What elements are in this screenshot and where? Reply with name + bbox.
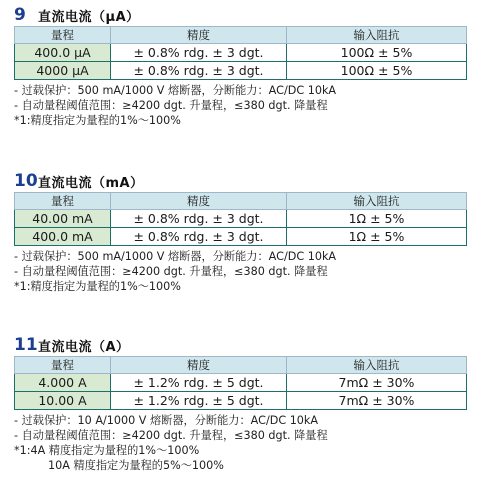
note-line: *1:精度指定为量程的1%～100% (14, 280, 181, 293)
cell-range: 400.0 μA (15, 44, 111, 62)
cell-accuracy: ± 0.8% rdg. ± 3 dgt. (111, 210, 287, 228)
cell-accuracy: ± 1.2% rdg. ± 5 dgt. (111, 374, 287, 392)
cell-range: 400.0 mA (15, 228, 111, 246)
section-heading (14, 334, 466, 356)
cell-impedance: 7mΩ ± 30% (287, 374, 467, 392)
table-row (15, 62, 467, 80)
note-line: - 过载保护：10 A/1000 V 熔断器，分断能力：AC/DC 10kA (14, 414, 319, 427)
note-line: *1:精度指定为量程的1%～100% (14, 114, 181, 127)
table-row (15, 44, 467, 62)
header-range: 量程 (15, 193, 111, 210)
section-number: 10 (14, 171, 38, 191)
spec-table (14, 192, 467, 246)
note-line: 10A 精度指定为量程的5%～100% (48, 459, 224, 472)
cell-impedance: 100Ω ± 5% (287, 44, 467, 62)
header-impedance: 输入阻抗 (287, 357, 467, 374)
cell-range: 4.000 A (15, 374, 111, 392)
table-header-row (15, 27, 467, 44)
section-title: 直流电流（μA） (38, 9, 140, 25)
table-header-row (15, 357, 467, 374)
section-dc-current-ma (14, 170, 466, 294)
table-row (15, 210, 467, 228)
notes (14, 83, 466, 128)
section-number: 9 (14, 5, 26, 25)
table-row (15, 374, 467, 392)
cell-accuracy: ± 0.8% rdg. ± 3 dgt. (111, 44, 287, 62)
cell-accuracy: ± 1.2% rdg. ± 5 dgt. (111, 392, 287, 410)
header-accuracy: 精度 (111, 357, 287, 374)
header-impedance: 输入阻抗 (287, 193, 467, 210)
cell-accuracy: ± 0.8% rdg. ± 3 dgt. (111, 62, 287, 80)
note-line: - 过载保护：500 mA/1000 V 熔断器，分断能力：AC/DC 10kA (14, 84, 337, 97)
note-line: - 过载保护：500 mA/1000 V 熔断器，分断能力：AC/DC 10kA (14, 250, 337, 263)
section-heading (14, 170, 466, 192)
note-line: - 自动量程阈值范围：≥4200 dgt. 升量程，≤380 dgt. 降量程 (14, 99, 328, 112)
notes (14, 249, 466, 294)
spec-table (14, 356, 467, 410)
section-title: 直流电流（A） (38, 339, 130, 355)
table-row (15, 392, 467, 410)
cell-impedance: 7mΩ ± 30% (287, 392, 467, 410)
cell-range: 10.00 A (15, 392, 111, 410)
cell-impedance: 1Ω ± 5% (287, 228, 467, 246)
note-line: - 自动量程阈值范围：≥4200 dgt. 升量程，≤380 dgt. 降量程 (14, 429, 328, 442)
section-heading (14, 4, 466, 26)
section-dc-current-ua (14, 4, 466, 128)
note-line: - 自动量程阈值范围：≥4200 dgt. 升量程，≤380 dgt. 降量程 (14, 265, 328, 278)
spec-table (14, 26, 467, 80)
cell-range: 4000 μA (15, 62, 111, 80)
section-title: 直流电流（mA） (38, 175, 144, 191)
header-range: 量程 (15, 357, 111, 374)
section-dc-current-a (14, 334, 466, 473)
section-number: 11 (14, 335, 38, 355)
cell-range: 40.00 mA (15, 210, 111, 228)
cell-impedance: 1Ω ± 5% (287, 210, 467, 228)
notes (14, 413, 466, 473)
table-header-row (15, 193, 467, 210)
header-accuracy: 精度 (111, 27, 287, 44)
table-row (15, 228, 467, 246)
header-impedance: 输入阻抗 (287, 27, 467, 44)
cell-impedance: 100Ω ± 5% (287, 62, 467, 80)
note-line: *1:4A 精度指定为量程的1%～100% (14, 444, 200, 457)
header-accuracy: 精度 (111, 193, 287, 210)
header-range: 量程 (15, 27, 111, 44)
cell-accuracy: ± 0.8% rdg. ± 3 dgt. (111, 228, 287, 246)
